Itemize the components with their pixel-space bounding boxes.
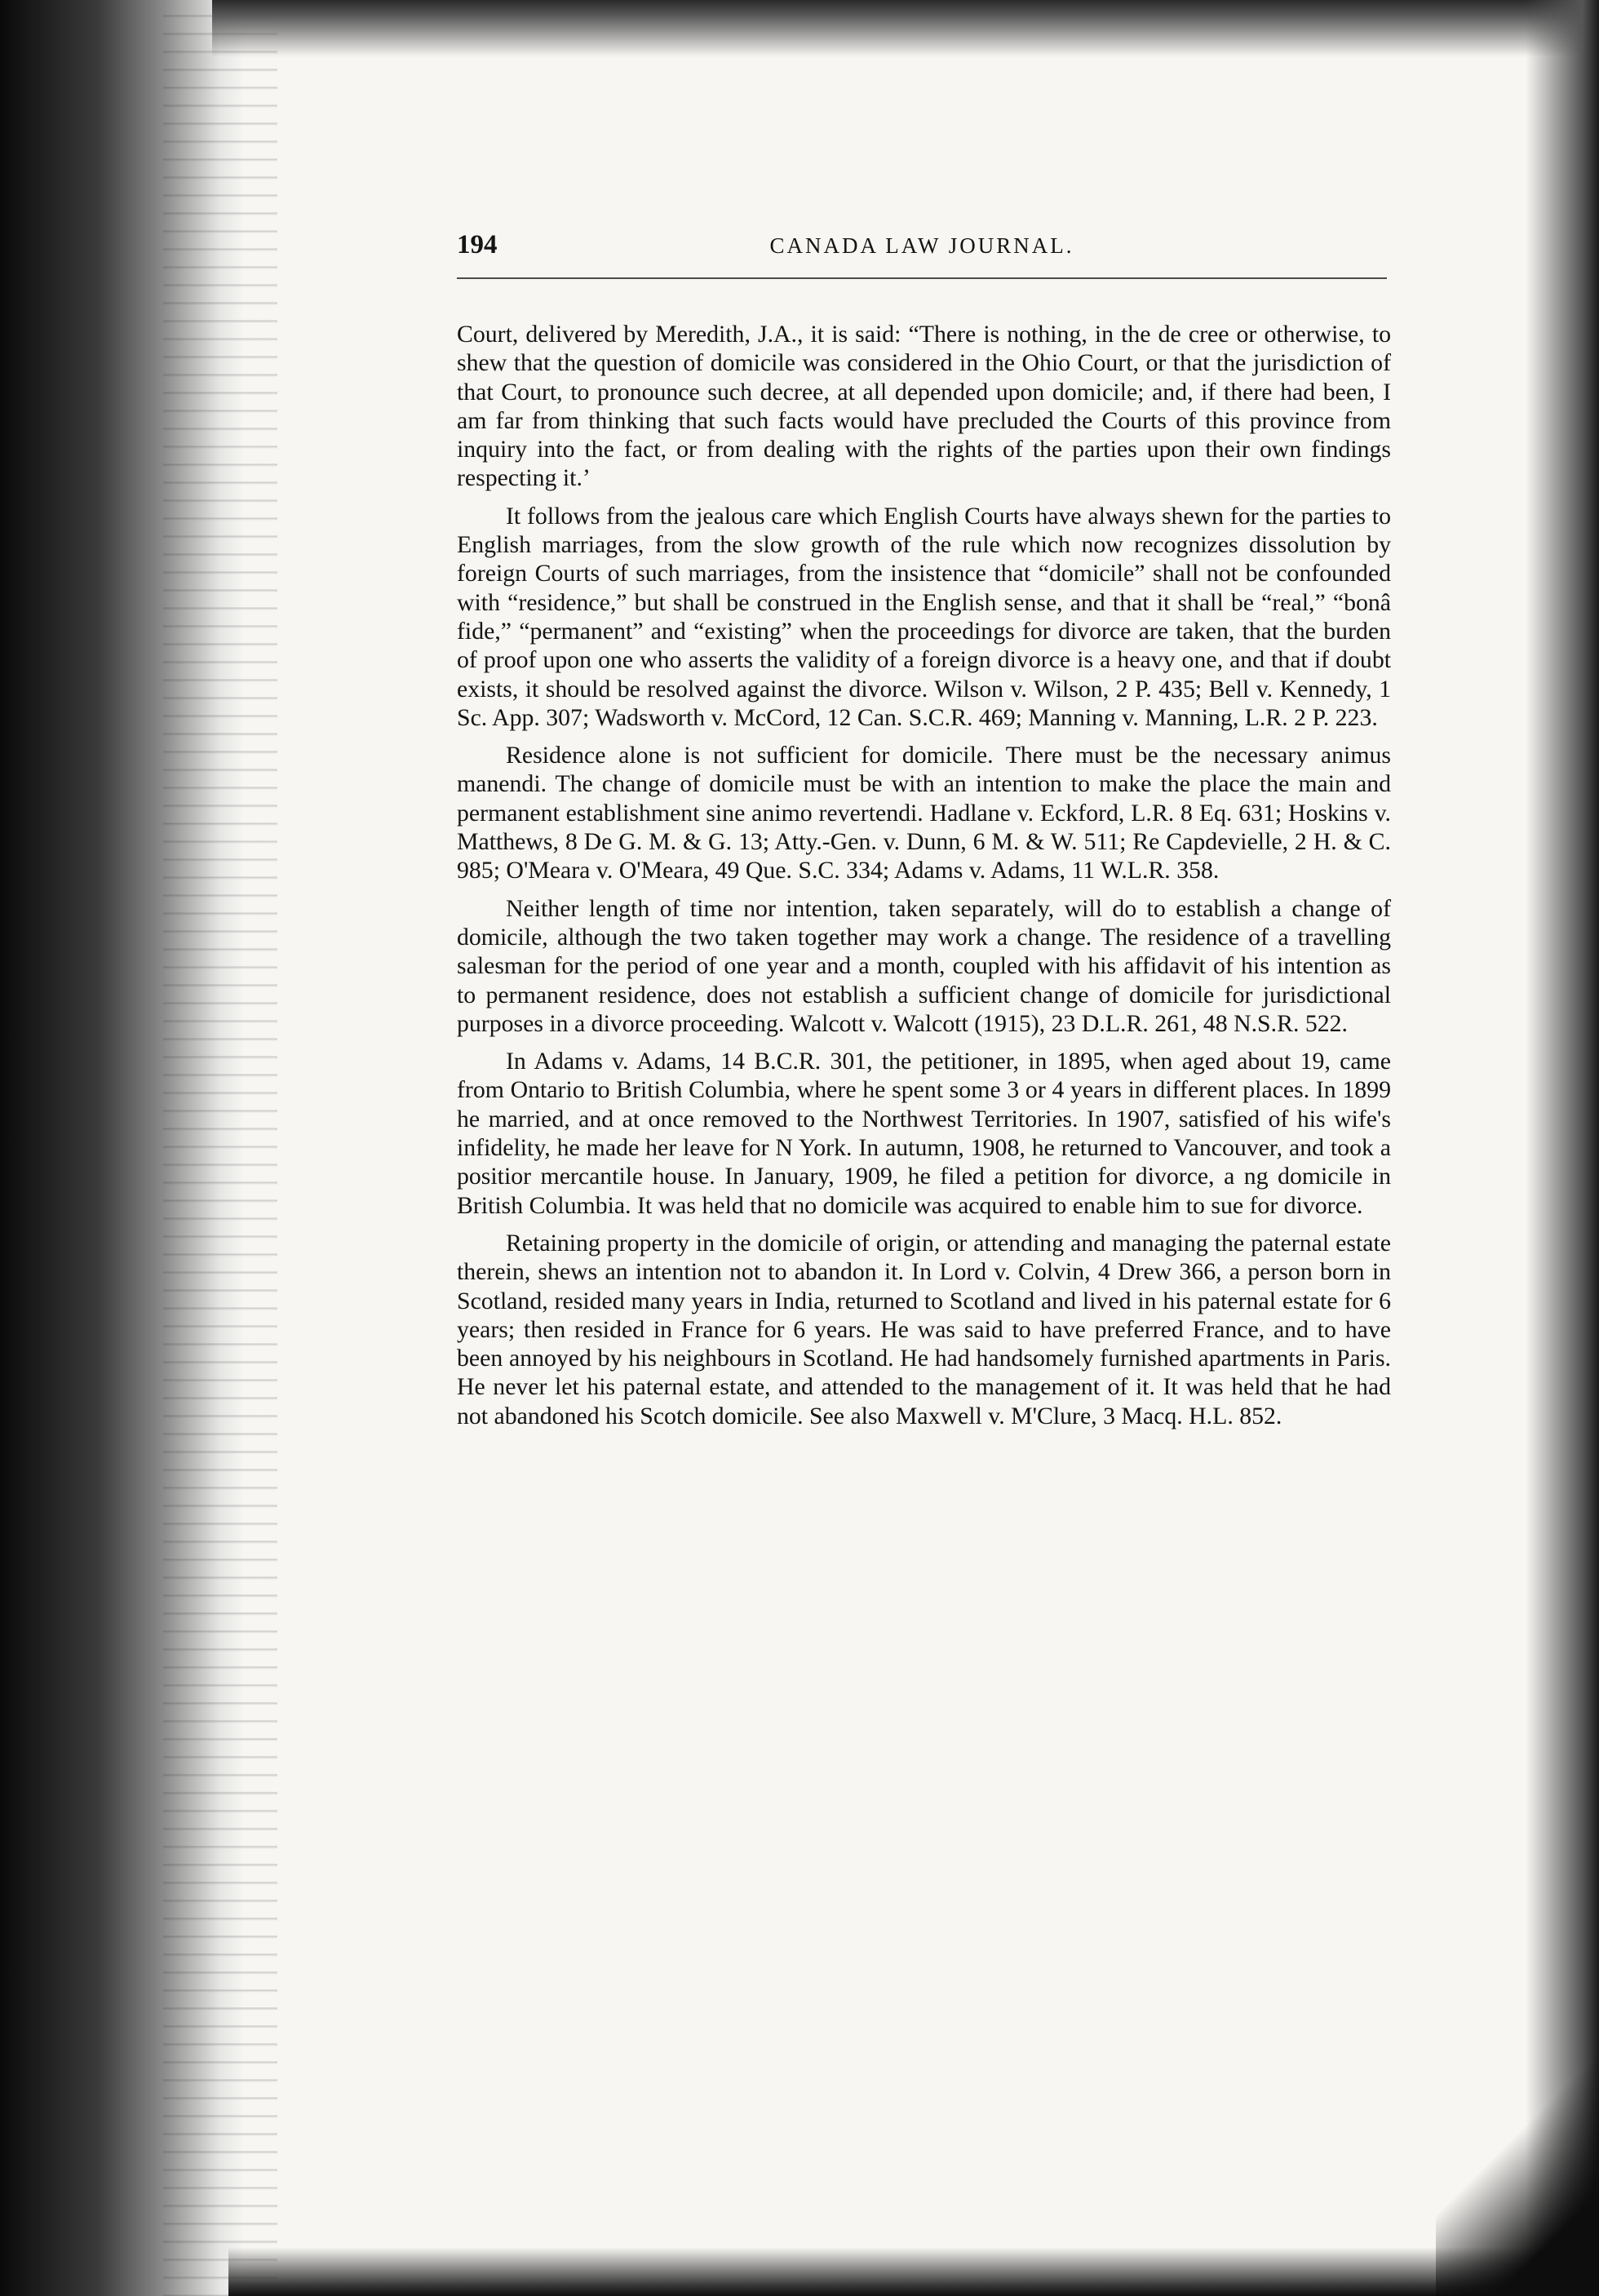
paragraph-5: In Adams v. Adams, 14 B.C.R. 301, the petitioner, in 1895, when aged about 19, came from Ontario to British Columbia, where he spent some 3 or 4 years in different places. In 1899 he married, and at once removed to the Northwest Territories. In 1907, satisfied of his wife's infidelity, he made her leave for N York. In autumn, 1908, he returned to Vancouver, and took a positior mercantile house. In January, 1909, he filed a petition for divorce, a ng domicile in British Columbia. It was held that no domicile was acquired to enable him to sue for divorce. [457, 1048, 1391, 1219]
paragraph-6: Retaining property in the domicile of origin, or attending and managing the paternal estate therein, shews an intention not to abandon it. In Lord v. Colvin, 4 Drew 366, a person born in Scotland, resided many years in India, returned to Scotland and lived in his paternal estate for 6 years; then resided in France for 6 years. He was said to have preferred France, and to have been annoyed by his neighbours in Scotland. He had handsomely furnished apartments in Paris. He never let his paternal estate, and attended to the management of it. It was held that he had not abandoned his Scotch domicile. See also Maxwell v. M'Clure, 3 Macq. H.L. 852. [457, 1229, 1391, 1429]
scan-corner-shadow [1436, 2051, 1599, 2296]
scan-right-edge [1526, 0, 1599, 2296]
paragraph-1: Court, delivered by Meredith, J.A., it is said: “There is nothing, in the de cree or otherwise, to shew that the question of domicile was considered in the Ohio Court, or that the jurisdiction of that Court, to pronounce such decree, at all depended upon domicile; and, if there had been, I am far from thinking that such facts would have precluded the Courts of this province from inquiry into the fact, or from dealing with the rights of the parties upon their own findings respecting it.’ [457, 321, 1391, 492]
scan-top-edge [212, 0, 1599, 57]
running-head: CANADA LAW JOURNAL. [769, 233, 1074, 258]
paragraph-3: Residence alone is not sufficient for domicile. There must be the necessary animus manendi. The change of domicile must be with an intention to make the place the main and permanent establishment sine animo revertendi. Hadlane v. Eckford, L.R. 8 Eq. 631; Hoskins v. Matthews, 8 De G. M. & G. 13; Atty.-Gen. v. Dunn, 6 M. & W. 511; Re Capdevielle, 2 H. & C. 985; O'Meara v. O'Meara, 49 Que. S.C. 334; Adams v. Adams, 11 W.L.R. 358. [457, 742, 1391, 884]
scan-bottom-edge [228, 2247, 1599, 2296]
paragraph-2: It follows from the jealous care which English Courts have always shewn for the parties to English marriages, from the slow growth of the rule which now recognizes dissolution by foreign Courts of such marriages, from the insistence that “domicile” shall not be confounded with “residence,” but shall be construed in the English sense, and that it shall be “real,” “bonâ fide,” “permanent” and “existing” when the proceedings for divorce are taken, that the burden of proof upon one who asserts the validity of a foreign divorce is a heavy one, and that if doubt exists, it should be resolved against the divorce. Wilson v. Wilson, 2 P. 435; Bell v. Kennedy, 1 Sc. App. 307; Wadsworth v. McCord, 12 Can. S.C.R. 469; Manning v. Manning, L.R. 2 P. 223. [457, 502, 1391, 731]
article-body [457, 320, 1391, 1430]
page-number: 194 [457, 230, 498, 259]
scan-spine-streaks [163, 0, 277, 2296]
page-header [457, 230, 1387, 271]
header-rule [457, 277, 1387, 279]
paragraph-4: Neither length of time nor intention, taken separately, will do to establish a change of domicile, although the two taken together may work a change. The residence of a travelling salesman for the period of one year and a month, coupled with his affidavit of his intention as to permanent residence, does not establish a sufficient change of domicile for jurisdictional purposes in a divorce proceeding. Walcott v. Walcott (1915), 23 D.L.R. 261, 48 N.S.R. 522. [457, 894, 1391, 1037]
